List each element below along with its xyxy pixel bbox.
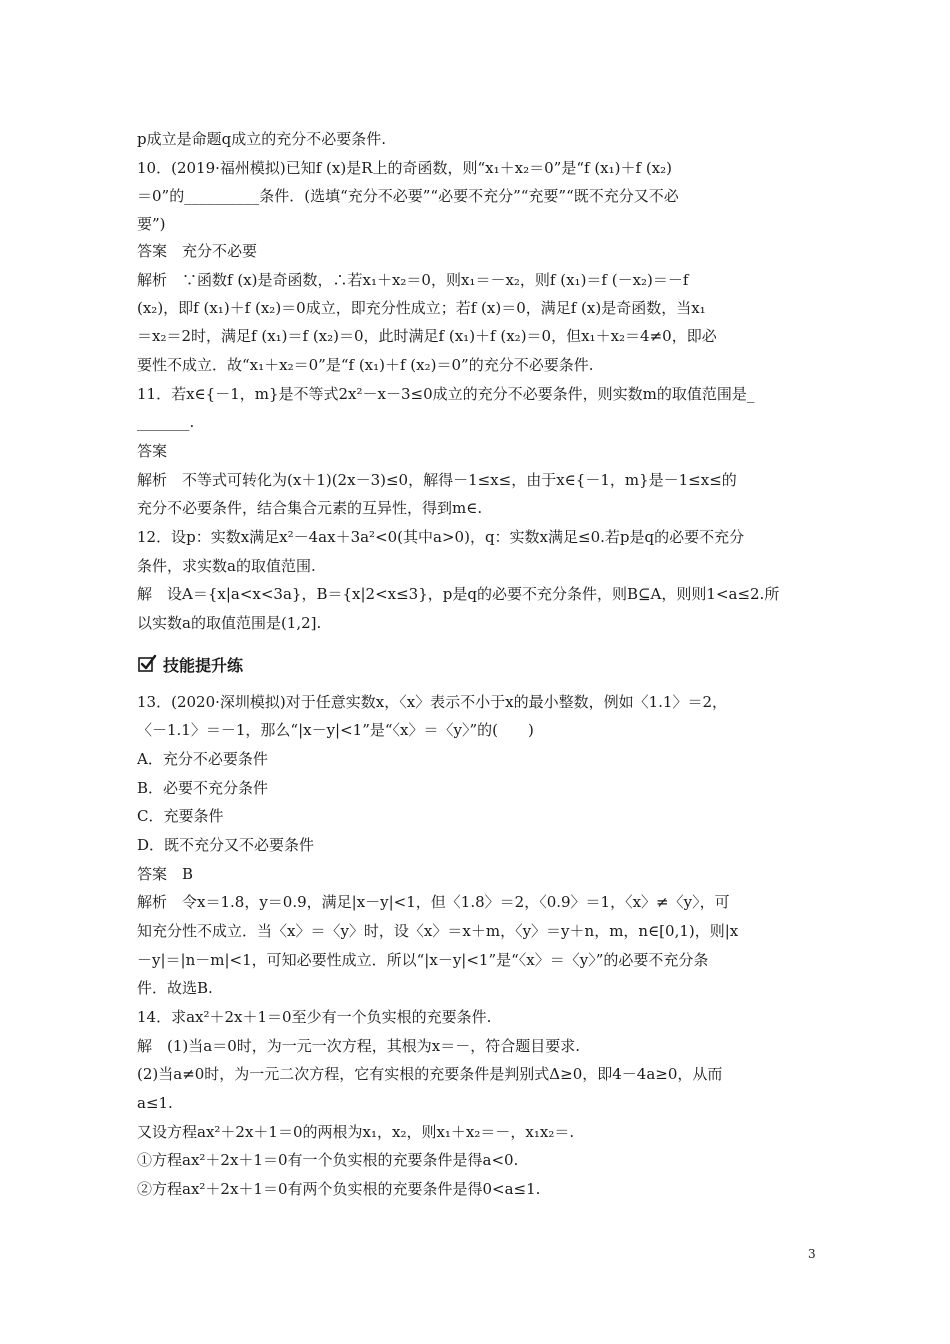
text-line: ②方程ax²＋2x＋1＝0有两个负实根的充要条件是得0<a≤1. <box>137 1180 541 1198</box>
text-line: a≤1. <box>137 1094 173 1112</box>
text-line: 〈－1.1〉＝－1，那么“|x－y|<1”是“〈x〉＝〈y〉”的( ) <box>137 721 534 739</box>
section-heading <box>137 652 243 676</box>
text-line: 条件，求实数a的取值范围. <box>137 557 316 575</box>
text-line: 10．(2019·福州模拟)已知f (x)是R上的奇函数，则“x₁＋x₂＝0”是“f (x₁)＋f (x₂) <box>137 159 672 177</box>
text-line: 解析 ∵函数f (x)是奇函数，∴若x₁＋x₂＝0，则x₁＝－x₂，则f (x₁)＝f (－x₂)＝－f <box>137 271 689 289</box>
text-line: 充分不必要条件，结合集合元素的互异性，得到m∈. <box>137 499 483 517</box>
section-title: 技能提升练 <box>163 655 244 675</box>
text-line: 要性不成立．故“x₁＋x₂＝0”是“f (x₁)＋f (x₂)＝0”的充分不必要条件. <box>137 356 594 374</box>
option-a: A．充分不必要条件 <box>137 750 268 768</box>
text-line: 12．设p：实数x满足x²－4ax＋3a²<0(其中a>0)，q：实数x满足≤0.若p是q的必要不充分 <box>137 528 745 546</box>
text-line: 要”) <box>137 215 166 233</box>
text-line: 解析 令x＝1.8，y＝0.9，满足|x－y|<1，但〈1.8〉＝2，〈0.9〉＝1，〈x〉≠〈y〉，可 <box>137 893 730 911</box>
text-line: p成立是命题q成立的充分不必要条件. <box>137 130 386 148</box>
text-line: 14．求ax²＋2x＋1＝0至少有一个负实根的充要条件. <box>137 1008 492 1026</box>
text-line: ①方程ax²＋2x＋1＝0有一个负实根的充要条件是得a<0. <box>137 1151 519 1169</box>
text-line: 以实数a的取值范围是(1,2]. <box>137 614 322 632</box>
text-line: 知充分性不成立．当〈x〉＝〈y〉时，设〈x〉＝x＋m，〈y〉＝y＋n，m，n∈[0,1)，则|x <box>137 922 739 940</box>
text-line: 件．故选B. <box>137 979 213 997</box>
checkbox-checked-icon <box>137 654 157 674</box>
option-c: C．充要条件 <box>137 807 224 825</box>
text-line: 解 (1)当a＝0时，为一元一次方程，其根为x＝－，符合题目要求. <box>137 1037 580 1055</box>
text-line: 13．(2020·深圳模拟)对于任意实数x，〈x〉表示不小于x的最小整数，例如〈1.1〉＝2， <box>137 693 728 711</box>
text-line: (2)当a≠0时，为一元二次方程，它有实根的充要条件是判别式Δ≥0，即4－4a≥0，从而 <box>137 1065 723 1083</box>
text-line: 答案 充分不必要 <box>137 242 258 260</box>
text-line: (x₂)，即f (x₁)＋f (x₂)＝0成立，即充分性成立；若f (x)＝0，满足f (x)是奇函数，当x₁ <box>137 299 706 317</box>
text-line: 答案 <box>137 442 168 460</box>
text-line: 又设方程ax²＋2x＋1＝0的两根为x₁，x₂，则x₁＋x₂＝－，x₁x₂＝. <box>137 1123 575 1141</box>
option-b: B．必要不充分条件 <box>137 779 269 797</box>
text-line: ＝0”的__________条件．(选填“充分不必要”“必要不充分”“充要”“既不充分又不必 <box>137 187 679 205</box>
text-line: _______. <box>137 413 195 431</box>
text-line: ＝x₂＝2时，满足f (x₁)＝f (x₂)＝0，此时满足f (x₁)＋f (x₂)＝0，但x₁＋x₂＝4≠0，即必 <box>137 327 717 345</box>
text-line: 11．若x∈{－1，m}是不等式2x²－x－3≤0成立的充分不必要条件，则实数m的取值范围是_ <box>137 385 755 403</box>
text-line: 解 设A＝{x|a<x<3a}，B＝{x|2<x≤3}，p是q的必要不充分条件，则B⊆A，则则1<a≤2.所 <box>137 585 780 603</box>
text-line: 答案 B <box>137 865 194 883</box>
option-d: D．既不充分又不必要条件 <box>137 836 315 854</box>
page-number: 3 <box>808 1247 816 1261</box>
text-line: 解析 不等式可转化为(x＋1)(2x－3)≤0，解得－1≤x≤，由于x∈{－1，m}是－1≤x≤的 <box>137 471 737 489</box>
text-line: －y|＝|n－m|<1，可知必要性成立．所以“|x－y|<1”是“〈x〉＝〈y〉”的必要不充分条 <box>137 951 709 969</box>
